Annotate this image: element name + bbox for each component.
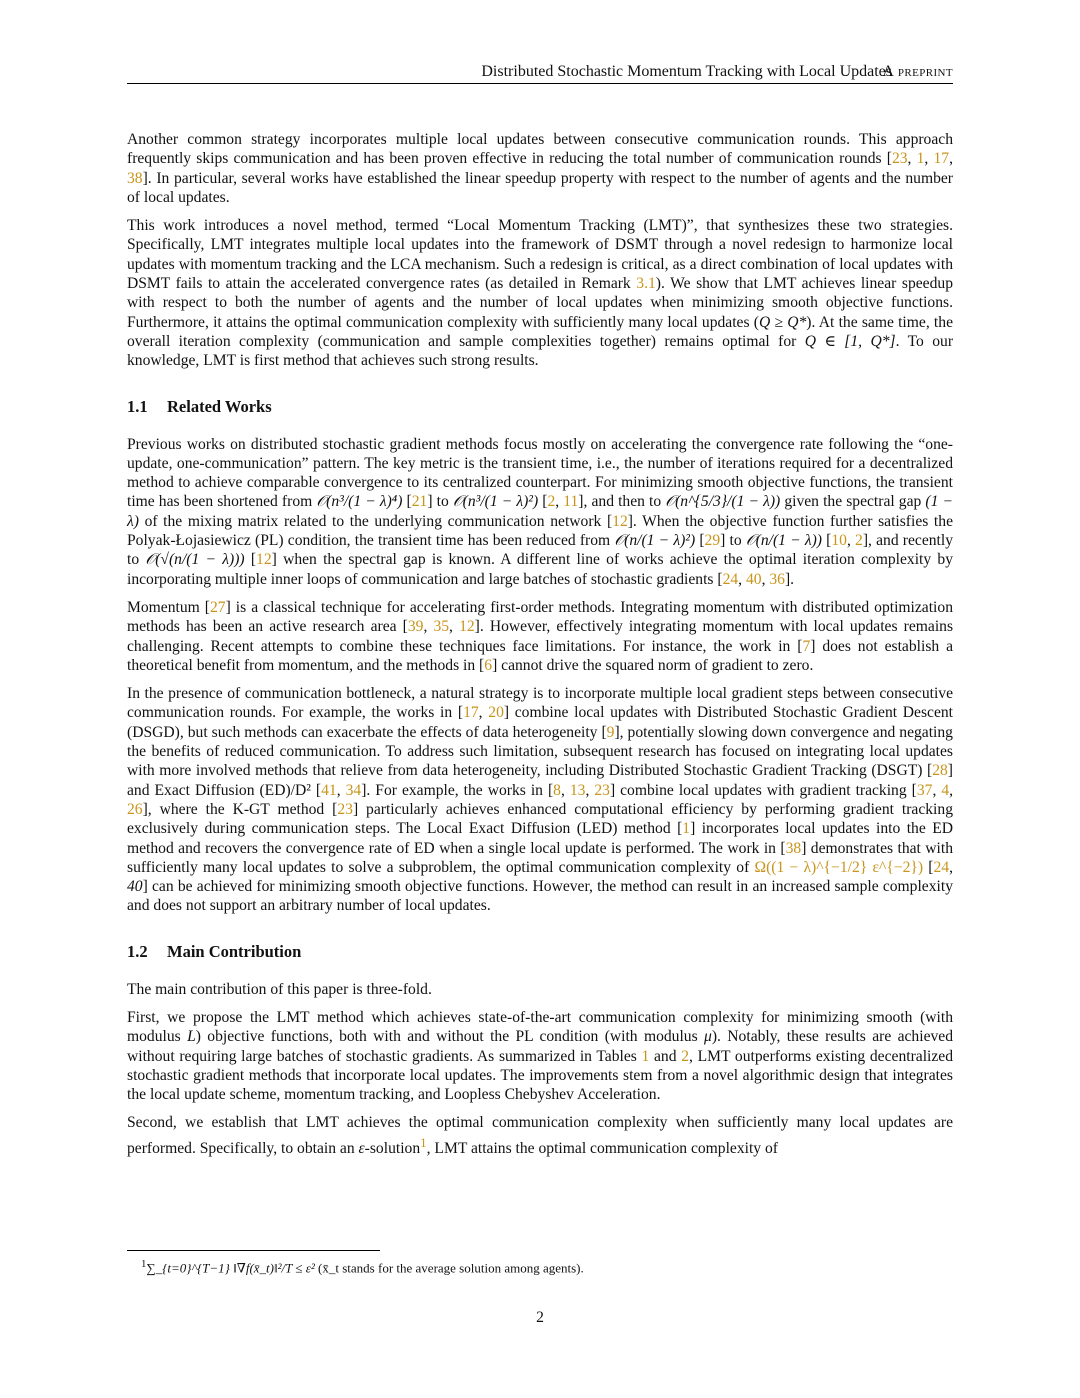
text: ]. (784, 570, 795, 588)
text: ] combine local updates with gradient tracking [ (609, 781, 917, 799)
text: [ (923, 858, 934, 876)
text: [ (821, 532, 832, 550)
text: ], potentially slowing down convergence and negating the benefits of reduced communication. To address such limitation, subsequent research has focused on integrating local updates with more involved methods that relieve from data heterogeneity, including Distributed Stochastic Gradient Tracking (DSGT) [ (127, 723, 953, 780)
text: ], where the K-GT method [ (142, 800, 338, 818)
text: , (907, 150, 917, 168)
text: ]. For example, the works in [ (361, 781, 554, 799)
text: ] particularly achieves enhanced computational efficiency by performing gradient tracking exclusively during communication steps. The Local Exact Diffusion (LED) method [ (127, 800, 953, 838)
text: ] to (427, 493, 453, 511)
citation-link[interactable]: 27 (210, 598, 226, 616)
citation-link[interactable]: 2 (547, 493, 556, 511)
citation-link[interactable]: 23 (594, 781, 610, 799)
text: , (449, 618, 460, 636)
citation-link[interactable]: 24 (722, 570, 739, 588)
text: , (336, 781, 346, 799)
text: ] combine local updates with Distributed Stochastic Gradient Descent (DSGD), but such methods can exacerbate the effects of data heterogeneity [ (127, 704, 953, 741)
citation-link[interactable]: 28 (932, 762, 948, 780)
table-link[interactable]: 2 (681, 1047, 690, 1065)
citation-link[interactable]: 23 (891, 150, 908, 168)
citation-link[interactable]: 9 (606, 723, 615, 741)
section-title: Related Works (167, 396, 272, 416)
text: Another common strategy incorporates multiple local updates between consecutive communication rounds. This approach frequently skips communication and has been proven effective in reducing the total number of communication rounds [ (127, 131, 953, 168)
text: of the mixing matrix related to the underlying communication network [ (138, 512, 613, 530)
citation-link[interactable]: 12 (256, 551, 272, 569)
text: Second, we establish that LMT achieves the optimal communication complexity when sufficiently many local updates are performed. Specifically, to obtain an (127, 1114, 953, 1157)
text: ) objective functions, both with and without the PL condition (with modulus (195, 1028, 705, 1046)
text: , (846, 532, 856, 550)
text: , (423, 618, 434, 636)
text: ] can be achieved for minimizing smooth objective functions. However, the method can result in an increased sample complexity and does not support an arbitrary number of local updates. (127, 878, 953, 915)
text: [ (538, 493, 548, 511)
citation-link[interactable]: 7 (802, 637, 811, 655)
math-inline: 𝒪(n³/(1 − λ)²) (452, 493, 539, 511)
footnote-link[interactable]: 1 (420, 1134, 427, 1150)
text: ] does not establish a theoretical benefit from momentum, and the methods in [ (127, 637, 953, 674)
text: , (738, 570, 746, 588)
math-inline: 𝒪(n/(1 − λ)²) (614, 532, 696, 550)
citation-link[interactable]: 1 (682, 820, 691, 838)
text: ]. In particular, several works have established the linear speedup property with respect to the number of agents and the number of local updates. (127, 169, 953, 206)
math-inline: 𝒪(√(n/(1 − λ))) (145, 551, 245, 569)
math-inline: 𝒪(n³/(1 − λ)⁴) (316, 493, 403, 511)
text: In the presence of communication bottleneck, a natural strategy is to incorporate multiple local gradient steps between consecutive communication rounds. For example, the works in [ (127, 685, 953, 722)
text: , LMT outperforms existing decentralized stochastic gradient methods that incorporate local updates. The improvements stem from a novel algorithmic design that integrates the local update scheme, momentum tracking, and Loopless Chebyshev Acceleration. (127, 1047, 953, 1104)
math-inline: 𝒪(n^{5/3}/(1 − λ)) (665, 493, 781, 511)
text: ). At the same time, the overall iteration complexity (communication and sample complexities together) remains optimal for (127, 313, 953, 350)
footnote (141, 1256, 953, 1276)
text: , LMT attains the optimal communication complexity of (426, 1139, 778, 1157)
citation-link[interactable]: 37 (916, 781, 933, 799)
citation-link[interactable]: 4 (941, 781, 950, 799)
text: [ (402, 493, 412, 511)
math-inline: Q ≥ Q* (758, 313, 807, 331)
text: First, we propose the LMT method which achieves state-of-the-art communication complexity for minimizing smooth (with modulus (127, 1008, 953, 1046)
citation-link[interactable]: 24 (933, 858, 950, 876)
text: ] is a classical technique for accelerating first-order methods. Integrating momentum with distributed optimization methods has been an active research area [ (127, 598, 953, 636)
citation-link[interactable]: 29 (704, 532, 721, 550)
footnote-formula: ∑_{t=0}^{T−1} ‖∇f(x̄_t)‖²/T ≤ ε² (146, 1260, 315, 1276)
text: ] to (720, 532, 746, 550)
section-number: 1.2 (127, 941, 148, 961)
paragraph-second-contribution (127, 1113, 953, 1158)
citation-link[interactable]: 8 (553, 781, 561, 799)
citation-link[interactable]: 20 (488, 704, 504, 722)
running-title: Distributed Stochastic Momentum Tracking with Local Updates (481, 63, 892, 80)
text: ] demonstrates that with sufficiently many local updates to solve a subproblem, the optimal communication complexity of (127, 839, 953, 876)
text: [ (695, 532, 705, 550)
text: , (585, 781, 595, 799)
citation-link[interactable]: Ω((1 − λ)^{−1/2} ε^{−2}) (754, 858, 924, 876)
text: , (949, 858, 954, 876)
math-inline: 𝒪(n/(1 − λ)) (745, 532, 822, 550)
citation-link[interactable]: 11 (563, 493, 579, 511)
citation-link[interactable]: 17 (463, 704, 479, 722)
paragraph-lmt-intro (127, 216, 953, 370)
text: , (924, 150, 934, 168)
text: ] incorporates local updates into the ED method and recovers the convergence rate of ED when a single local update is performed. The work in [ (127, 820, 953, 857)
text: , (761, 570, 770, 588)
text: Momentum [ (127, 598, 210, 616)
header-rule (127, 83, 953, 84)
text: This work introduces a novel method, termed “Local Momentum Tracking (LMT)”, that synthesizes these two strategies. Specifically, LMT integrates multiple local updates into the framework of DSMT through a novel redesign to harmonize local updates with momentum tracking and the LCA mechanism. Such a redesign is critical, as a direct combination of local updates with DSMT fails to attain the accelerated convergence rates (as detailed in Remark (127, 217, 953, 293)
text: ], and recently to (127, 532, 954, 569)
citation-link[interactable]: 39 (407, 618, 424, 636)
section-title: Main Contribution (167, 941, 302, 961)
text: -solution (364, 1139, 421, 1157)
text: [ (244, 551, 257, 569)
table-link[interactable]: 1 (641, 1047, 650, 1065)
paragraph-communication-bottleneck (127, 684, 953, 916)
citation-link[interactable]: 12 (459, 618, 475, 636)
text: ] and Exact Diffusion (ED)/D² [ (127, 762, 953, 799)
footnote-text: (x̄_t stands for the average solution among agents). (314, 1260, 584, 1276)
text: ], and then to (578, 493, 666, 511)
text: ). We show that LMT achieves linear speedup with respect to both the number of agents and the number of local updates when minimizing smooth objective functions. Furthermore, it attains the optimal communication complexity with sufficiently many local updates ( (127, 275, 953, 331)
running-header (127, 62, 953, 84)
text: , (932, 781, 942, 799)
page-number: 2 (536, 1309, 544, 1326)
preprint-label: A preprint (882, 63, 953, 80)
citation-link[interactable]: 6 (484, 656, 493, 674)
math-inline: 40 (127, 878, 143, 896)
text: , (949, 150, 953, 168)
citation-link[interactable]: 38 (785, 839, 802, 857)
section-number: 1.1 (127, 396, 148, 416)
text: ]. However, effectively integrating momentum with local updates remains challenging. Recent attempts to combine these techniques face limitations. For instance, the work in [ (127, 618, 954, 655)
math-inline: L (187, 1028, 196, 1046)
paragraph-momentum (127, 598, 953, 675)
text: , (949, 781, 954, 799)
text: ). Notably, these results are achieved without requiring large batches of stochastic gradients. As summarized in Tables (127, 1028, 954, 1065)
paragraph-three-fold: The main contribution of this paper is three-fold. (127, 980, 432, 998)
text: and (649, 1047, 682, 1065)
citation-link[interactable]: 26 (127, 800, 143, 818)
citation-link[interactable]: 35 (433, 618, 450, 636)
text: ] when the spectral gap is known. A different line of works achieve the optimal iteration complexity by incorporating multiple inner loops of communication and large batches of stochastic gradients [ (127, 551, 953, 588)
math-inline: Q ∈ [1, Q*] (804, 332, 896, 350)
paragraph-local-updates (127, 130, 953, 207)
citation-link[interactable]: 23 (337, 800, 353, 818)
citation-link[interactable]: 40 (745, 570, 762, 588)
remark-link[interactable]: 3.1 (636, 275, 656, 293)
citation-link[interactable]: 34 (345, 781, 362, 799)
text: given the spectral gap (780, 493, 926, 511)
text: ]. When the objective function further satisfies the Polyak-Łojasiewicz (PL) condition, the transient time has been reduced from (127, 512, 953, 550)
section-heading-related-works (127, 397, 953, 417)
paragraph-first-contribution (127, 1008, 953, 1104)
citation-link[interactable]: 17 (933, 150, 950, 168)
section-heading-main-contribution (127, 942, 953, 962)
citation-link[interactable]: 21 (411, 493, 428, 511)
math-inline: μ (704, 1028, 712, 1046)
text: , (478, 704, 489, 722)
text: ] cannot drive the squared norm of gradient to zero. (492, 656, 814, 674)
text: Previous works on distributed stochastic gradient methods focus mostly on accelerating the convergence rate following the “one-update, one-communication” pattern. The key metric is the transient time, i.e., the number of iterations required for a decentralized method to achieve comparable convergence to its centralized counterpart. For minimizing smooth objective functions, the transient time has been shortened from (127, 435, 953, 511)
citation-link[interactable]: 13 (569, 781, 586, 799)
citation-link[interactable]: 38 (127, 169, 143, 187)
math-inline: (1 − λ) (127, 493, 954, 530)
citation-link[interactable]: 2 (855, 532, 863, 550)
footnote-rule (127, 1250, 380, 1251)
text: , (555, 493, 564, 511)
text: . To our knowledge, LMT is first method that achieves such strong results. (127, 332, 954, 370)
citation-link[interactable]: 36 (769, 570, 785, 588)
citation-link[interactable]: 1 (916, 150, 925, 168)
body-text (127, 130, 953, 1167)
math-inline: ε (358, 1139, 365, 1157)
paragraph-transient-time (127, 435, 953, 589)
citation-link[interactable]: 10 (831, 532, 847, 550)
citation-link[interactable]: 41 (321, 781, 337, 799)
text: , (560, 781, 570, 799)
citation-link[interactable]: 12 (612, 512, 628, 530)
footnote-mark: 1 (141, 1258, 147, 1270)
